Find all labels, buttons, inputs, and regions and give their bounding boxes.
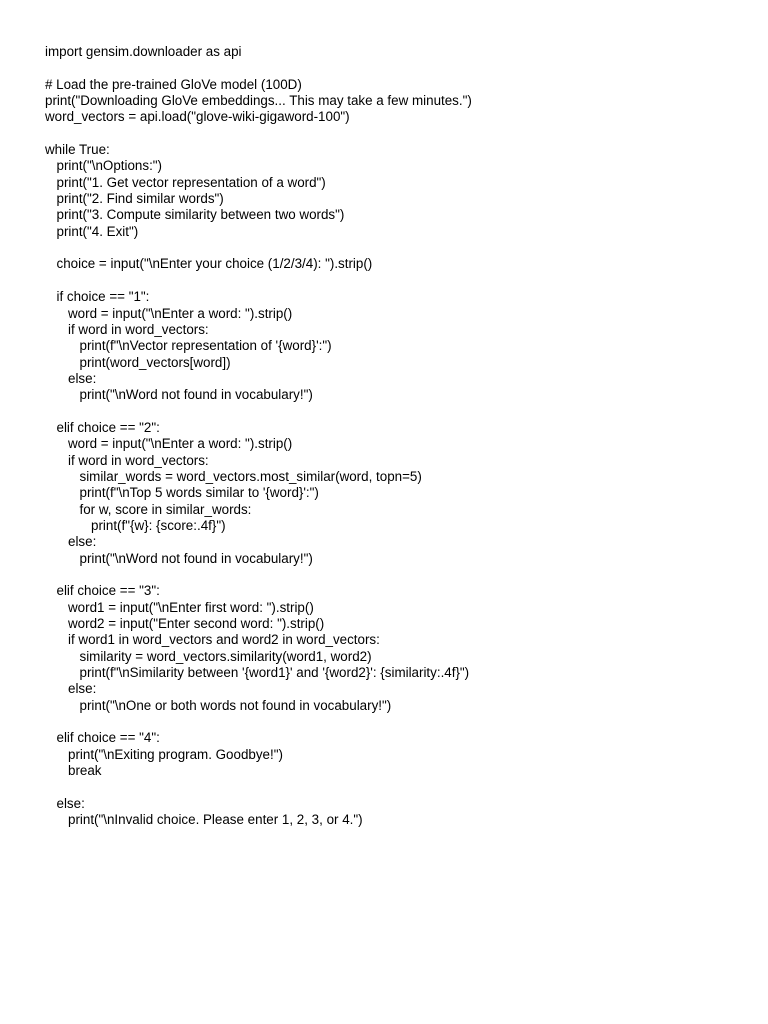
code-line: print("\nOptions:") <box>56 158 163 174</box>
blank-line <box>45 60 745 76</box>
code-line: print("1. Get vector representation of a word") <box>56 174 326 190</box>
code-line: print("\nInvalid choice. Please enter 1, 2, 3, or 4.") <box>68 812 363 828</box>
code-line: elif choice == "4": <box>56 730 160 746</box>
code-line: print(word_vectors[word]) <box>79 354 231 370</box>
blank-line <box>45 567 745 583</box>
code-line: import gensim.downloader as api <box>45 44 242 59</box>
code-line: print(f"\nVector representation of '{word}':") <box>79 338 332 354</box>
code-line: else: <box>56 795 85 811</box>
code-line: similarity = word_vectors.similarity(word1, word2) <box>79 648 372 664</box>
code-line: print("2. Find similar words") <box>56 191 224 207</box>
code-block <box>45 44 745 829</box>
code-line: while True: <box>45 142 110 158</box>
code-line: print("\nOne or both words not found in vocabulary!") <box>79 697 392 713</box>
code-line: print(f"{w}: {score:.4f}") <box>91 517 226 533</box>
blank-line <box>45 273 745 289</box>
code-line: break <box>68 763 102 779</box>
code-line: print(f"\nTop 5 words similar to '{word}':") <box>79 485 319 501</box>
code-line: else: <box>68 681 97 697</box>
code-line: word_vectors = api.load("glove-wiki-gigaword-100") <box>45 109 350 125</box>
code-line: print("4. Exit") <box>56 223 139 239</box>
code-line: if choice == "1": <box>56 289 150 305</box>
code-line: word1 = input("\nEnter first word: ").strip() <box>68 599 314 615</box>
code-line: for w, score in similar_words: <box>79 501 252 517</box>
code-line: print("\nWord not found in vocabulary!") <box>79 550 313 566</box>
code-line: print(f"\nSimilarity between '{word1}' and '{word2}': {similarity:.4f}") <box>79 665 470 681</box>
code-line: print("3. Compute similarity between two words") <box>56 207 345 223</box>
code-line: word = input("\nEnter a word: ").strip() <box>68 305 293 321</box>
blank-line <box>45 714 745 730</box>
code-line: if word in word_vectors: <box>68 321 209 337</box>
code-line: print("Downloading GloVe embeddings... This may take a few minutes.") <box>45 93 472 109</box>
code-line: elif choice == "3": <box>56 583 160 599</box>
code-line: if word1 in word_vectors and word2 in word_vectors: <box>68 632 380 648</box>
code-line: print("\nExiting program. Goodbye!") <box>68 746 283 762</box>
code-line: choice = input("\nEnter your choice (1/2/3/4): ").strip() <box>56 256 373 272</box>
code-line: elif choice == "2": <box>56 419 160 435</box>
code-line: if word in word_vectors: <box>68 452 209 468</box>
code-line: word2 = input("Enter second word: ").strip() <box>68 616 325 632</box>
code-line: similar_words = word_vectors.most_similar(word, topn=5) <box>79 468 422 484</box>
code-line: word = input("\nEnter a word: ").strip() <box>68 436 293 452</box>
code-line: print("\nWord not found in vocabulary!") <box>79 387 313 403</box>
blank-line <box>45 240 745 256</box>
code-line: else: <box>68 534 97 550</box>
blank-line <box>45 404 745 420</box>
blank-line <box>45 126 745 142</box>
code-line: # Load the pre-trained GloVe model (100D) <box>45 76 302 92</box>
blank-line <box>45 779 745 795</box>
code-line: else: <box>68 370 97 386</box>
